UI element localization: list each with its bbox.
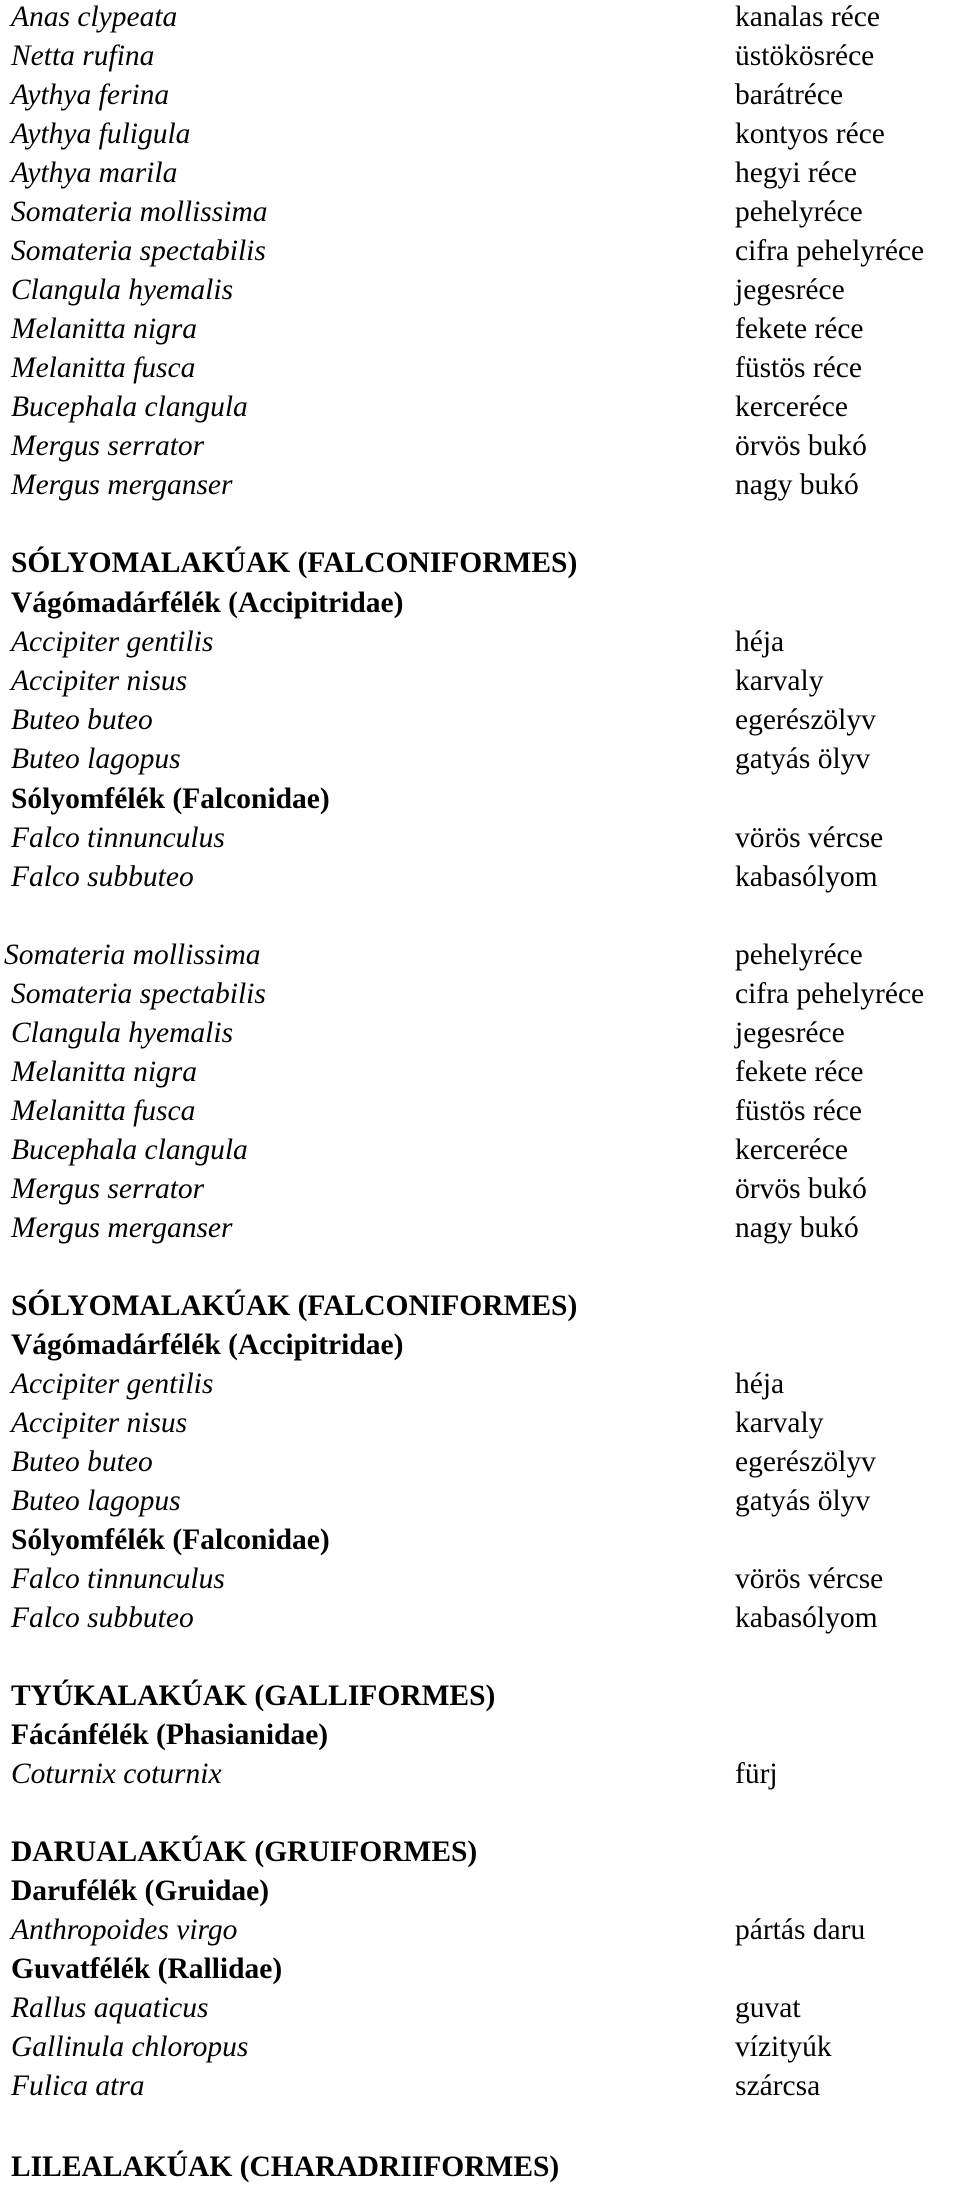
scientific-name: Falco subbuteo [11, 861, 194, 893]
scientific-name: Rallus aquaticus [11, 1992, 209, 2024]
hungarian-name: vízityúk [735, 2031, 832, 2063]
scientific-name: Somateria mollissima [11, 196, 268, 228]
hungarian-name: jegesréce [735, 274, 845, 306]
scientific-name: Accipiter nisus [11, 665, 188, 697]
scientific-name: Accipiter nisus [11, 1407, 188, 1439]
scientific-name: Bucephala clangula [11, 1134, 248, 1166]
scientific-name: Buteo lagopus [11, 1485, 181, 1517]
scientific-name: Falco tinnunculus [11, 1563, 225, 1595]
hungarian-name: kontyos réce [735, 118, 885, 150]
hungarian-name: barátréce [735, 79, 844, 111]
hungarian-name: örvös bukó [735, 430, 867, 462]
scientific-name: Anthropoides virgo [11, 1914, 238, 1946]
hungarian-name: fürj [735, 1758, 778, 1790]
scientific-name: Melanitta nigra [11, 313, 198, 345]
scientific-name: Accipiter gentilis [11, 626, 214, 658]
family-heading: Sólyomfélék (Falconidae) [11, 783, 330, 815]
family-heading: Vágómadárfélék (Accipitridae) [11, 587, 404, 619]
order-heading: SÓLYOMALAKÚAK (FALCONIFORMES) [11, 1290, 578, 1322]
hungarian-name: egerészölyv [735, 1446, 876, 1478]
scientific-name: Somateria mollissima [4, 939, 261, 971]
hungarian-name: egerészölyv [735, 704, 876, 736]
order-heading: LILEALAKÚAK (CHARADRIIFORMES) [11, 2151, 560, 2183]
scientific-name: Buteo buteo [11, 1446, 153, 1478]
scientific-name: Aythya marila [11, 157, 178, 189]
family-heading: Sólyomfélék (Falconidae) [11, 1524, 330, 1556]
hungarian-name: hegyi réce [735, 157, 858, 189]
hungarian-name: kabasólyom [735, 861, 878, 893]
family-heading: Fácánfélék (Phasianidae) [11, 1719, 329, 1751]
hungarian-name: jegesréce [735, 1017, 845, 1049]
scientific-name: Aythya fuligula [11, 118, 191, 150]
hungarian-name: karvaly [735, 1407, 824, 1439]
hungarian-name: karvaly [735, 665, 824, 697]
hungarian-name: kerceréce [735, 391, 848, 423]
hungarian-name: fekete réce [735, 313, 864, 345]
hungarian-name: nagy bukó [735, 1212, 859, 1244]
family-heading: Darufélék (Gruidae) [11, 1875, 270, 1907]
hungarian-name: kabasólyom [735, 1602, 878, 1634]
hungarian-name: vörös vércse [735, 1563, 884, 1595]
hungarian-name: szárcsa [735, 2070, 821, 2102]
hungarian-name: pártás daru [735, 1914, 866, 1946]
scientific-name: Buteo lagopus [11, 743, 181, 775]
scientific-name: Somateria spectabilis [11, 235, 266, 267]
scientific-name: Falco subbuteo [11, 1602, 194, 1634]
hungarian-name: cifra pehelyréce [735, 235, 925, 267]
hungarian-name: héja [735, 626, 785, 658]
scientific-name: Fulica atra [11, 2070, 145, 2102]
hungarian-name: pehelyréce [735, 939, 863, 971]
scientific-name: Netta rufina [11, 40, 155, 72]
scientific-name: Mergus serrator [11, 430, 205, 462]
family-heading: Guvatfélék (Rallidae) [11, 1953, 283, 1985]
scientific-name: Bucephala clangula [11, 391, 248, 423]
family-heading: Vágómadárfélék (Accipitridae) [11, 1329, 404, 1361]
hungarian-name: guvat [735, 1992, 801, 2024]
hungarian-name: pehelyréce [735, 196, 863, 228]
hungarian-name: üstökösréce [735, 40, 875, 72]
scientific-name: Anas clypeata [11, 1, 178, 33]
hungarian-name: cifra pehelyréce [735, 978, 925, 1010]
order-heading: TYÚKALAKÚAK (GALLIFORMES) [11, 1680, 496, 1712]
scientific-name: Aythya ferina [11, 79, 170, 111]
scientific-name: Coturnix coturnix [11, 1758, 222, 1790]
scientific-name: Melanitta fusca [11, 352, 196, 384]
hungarian-name: füstös réce [735, 352, 862, 384]
hungarian-name: héja [735, 1368, 785, 1400]
hungarian-name: gatyás ölyv [735, 743, 871, 775]
order-heading: SÓLYOMALAKÚAK (FALCONIFORMES) [11, 547, 578, 579]
hungarian-name: kerceréce [735, 1134, 848, 1166]
hungarian-name: fekete réce [735, 1056, 864, 1088]
hungarian-name: füstös réce [735, 1095, 862, 1127]
scientific-name: Somateria spectabilis [11, 978, 266, 1010]
scientific-name: Mergus merganser [11, 1212, 233, 1244]
scientific-name: Gallinula chloropus [11, 2031, 249, 2063]
hungarian-name: örvös bukó [735, 1173, 867, 1205]
scientific-name: Mergus serrator [11, 1173, 205, 1205]
hungarian-name: gatyás ölyv [735, 1485, 871, 1517]
hungarian-name: kanalas réce [735, 1, 880, 33]
scientific-name: Mergus merganser [11, 469, 233, 501]
order-heading: DARUALAKÚAK (GRUIFORMES) [11, 1836, 478, 1868]
scientific-name: Falco tinnunculus [11, 822, 225, 854]
scientific-name: Clangula hyemalis [11, 1017, 234, 1049]
scientific-name: Buteo buteo [11, 704, 153, 736]
scientific-name: Melanitta nigra [11, 1056, 198, 1088]
scientific-name: Melanitta fusca [11, 1095, 196, 1127]
hungarian-name: vörös vércse [735, 822, 884, 854]
scientific-name: Accipiter gentilis [11, 1368, 214, 1400]
scientific-name: Clangula hyemalis [11, 274, 234, 306]
hungarian-name: nagy bukó [735, 469, 859, 501]
